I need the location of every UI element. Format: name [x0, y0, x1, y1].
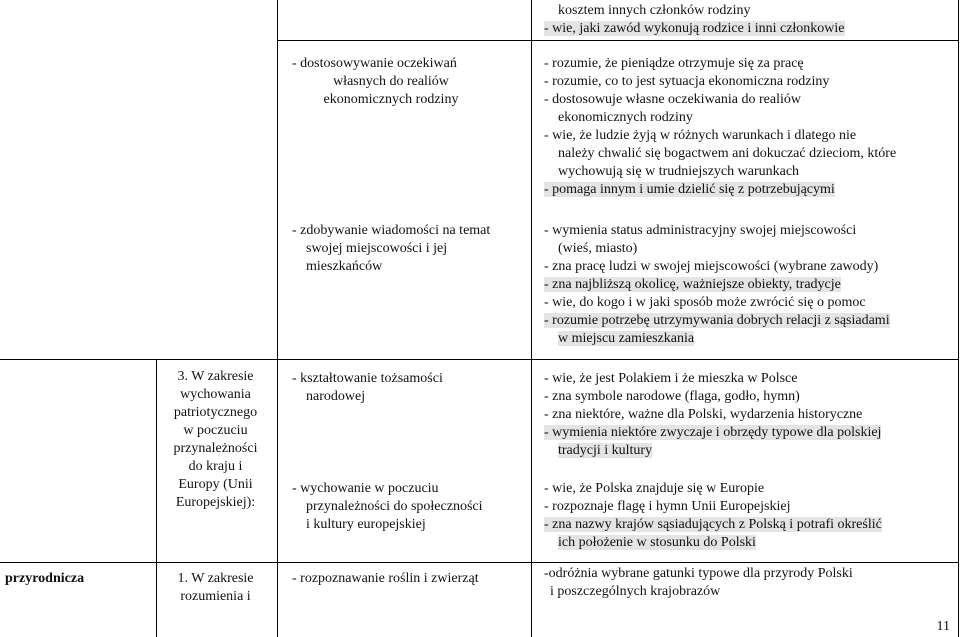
goal-economics: - dostosowywanie oczekiwań własnych do realiów ekonomicznych rodziny	[292, 56, 459, 107]
outcomes-identity: - wie, że jest Polakiem i że mieszka w Polsce - zna symbole narodowe (flaga, godło, hymn) - zna niektóre, ważne dla Polski, wydarzenia historyczne - wymienia niektóre zwyczaje i obrzędy typowe dla polskiej tradycji i kultury	[544, 371, 882, 458]
area-patriotic: 3. W zakresie wychowania patriotycznego w poczuciu przynależności do kraju i Europy (Unii Europejskiej):	[173, 369, 258, 510]
row-border-subject	[0, 359, 959, 360]
goal-nature: - rozpoznawanie roślin i zwierząt	[292, 571, 479, 586]
col-border-3-4	[531, 0, 532, 637]
subject-label: przyrodnicza	[5, 571, 85, 586]
outcomes-economics: - rozumie, że pieniądze otrzymuje się za pracę - rozumie, co to jest sytuacja ekonomiczna rodziny - dostosowuje własne oczekiwania do realiów ekonomicznych rodziny - wie, że ludzie żyją w różnych warunkach i dlatego nie należy chwalić się bogactwem ani dokuczać dzieciom, które wychowują się w trudniejszych warunkach - pomaga innym i umie dzielić się z potrzebującymi	[544, 56, 897, 197]
area-understanding: 1. W zakresie rozumienia i	[177, 571, 254, 604]
col-border-right	[958, 0, 959, 637]
outcomes-nature: -odróżnia wybrane gatunki typowe dla przyrody Polski i poszczególnych krajobrazów	[544, 566, 853, 599]
goal-local: - zdobywanie wiadomości na temat swojej miejscowości i jej mieszkańców	[292, 223, 491, 274]
outcomes-local: - wymienia status administracyjny swojej miejscowości (wieś, miasto) - zna pracę ludzi w swojej miejscowości (wybrane zawody) - zna najbliższą okolicę, ważniejsze obiekty, tradycje - wie, do kogo i w jaki sposób może zwrócić się o pomoc - rozumie potrzebę utrzymywania dobrych relacji z sąsiadami w miejscu zamieszkania	[544, 223, 890, 346]
row-border-przyrodnicza	[0, 562, 959, 563]
col-border-left-2	[156, 359, 157, 637]
outcomes-top: kosztem innych członków rodziny - wie, jaki zawód wykonują rodzice i inni członkowie	[544, 3, 845, 36]
goal-europe: - wychowanie w poczuciu przynależności do społeczności i kultury europejskiej	[292, 481, 483, 532]
goal-identity: - kształtowanie tożsamości narodowej	[292, 371, 443, 404]
col-border-2-3	[277, 0, 278, 637]
row-border-2-4	[277, 40, 959, 41]
page-number: 11	[936, 619, 950, 634]
outcomes-europe: - wie, że Polska znajduje się w Europie - rozpoznaje flagę i hymn Unii Europejskiej - zna nazwy krajów sąsiadujących z Polską i potrafi określić ich położenie w stosunku do Polski	[544, 481, 882, 550]
